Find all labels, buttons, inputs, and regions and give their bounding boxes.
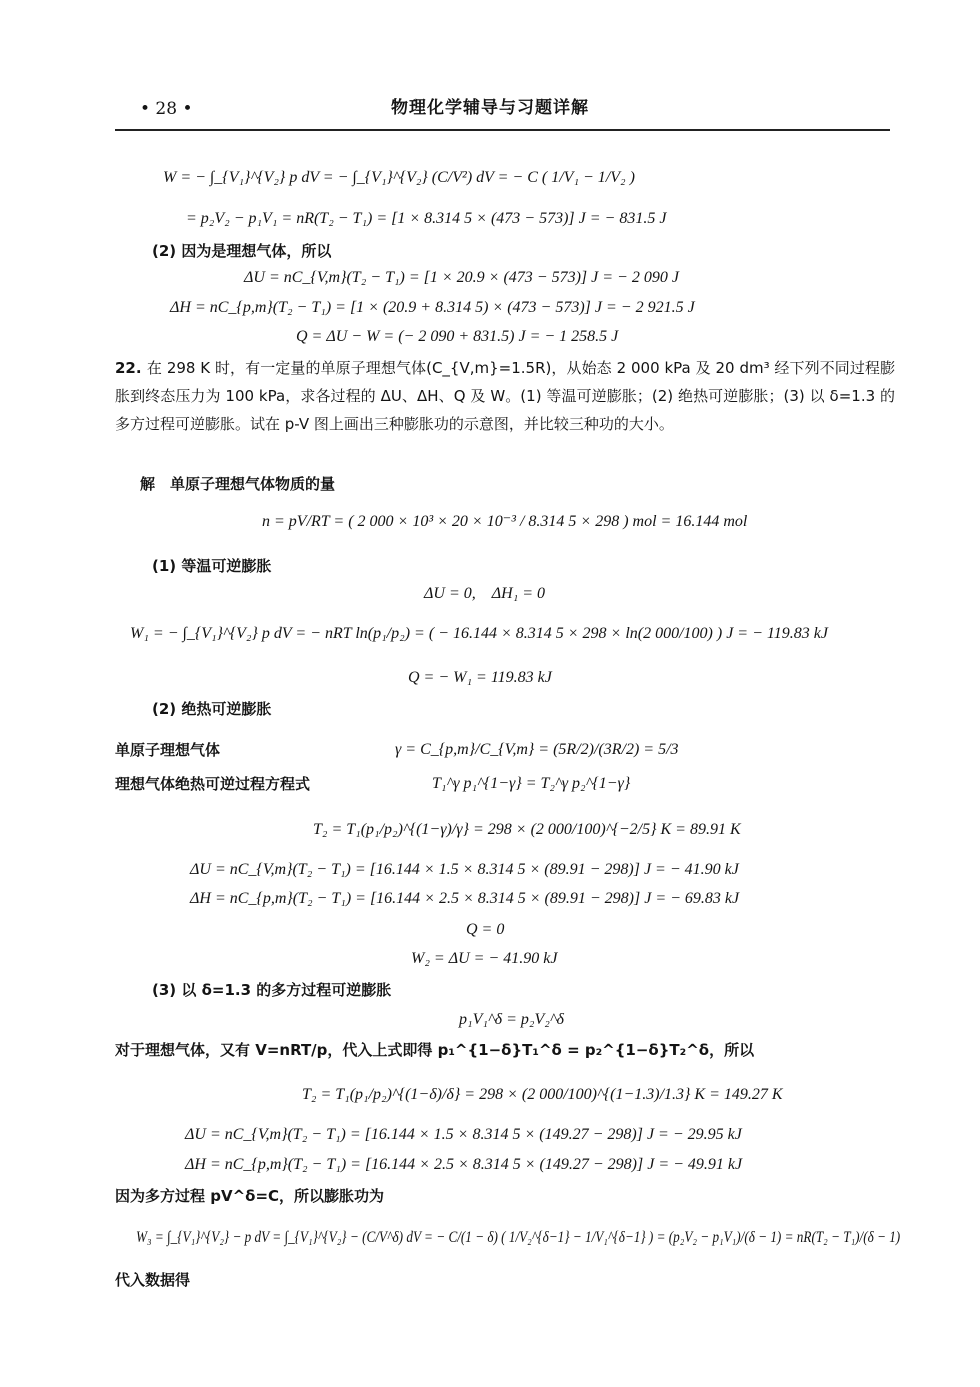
- text-line-l17: 理想气体绝热可逆过程方程式: [115, 775, 311, 793]
- text-line-l14: (2) 绝热可逆膨胀: [152, 700, 272, 718]
- text-line-l15: 单原子理想气体: [115, 741, 221, 759]
- equation-line-l22: Q = 0: [466, 921, 505, 938]
- equation-line-l29: ΔH = nC_{p,m}(T₂ − T₁) = [16.144 × 2.5 × 8.314 5 × (149.27 − 298)] J = − 49.91 kJ: [185, 1156, 743, 1173]
- equation-line-l20: ΔU = nC_{V,m}(T₂ − T₁) = [16.144 × 1.5 × 8.314 5 × (89.91 − 298)] J = − 41.90 kJ: [190, 861, 739, 878]
- equation-line-l31: W₃ = ∫_{V₁}^{V₂} − p dV = ∫_{V₁}^{V₂} − (C/V^δ) dV = − C/(1 − δ) ( 1/V₂^{δ−1} − 1/V₁^{δ−1} ) = (p₂V₂ − p₁V₁)/(δ − 1) = nR(T₂ − T₁)/(δ − 1): [136, 1229, 901, 1246]
- equation-line-l11: ΔU = 0, ΔH₁ = 0: [424, 585, 546, 602]
- equation-line-l19: T₂ = T₁(p₁/p₂)^{(1−γ)/γ} = 298 × (2 000/100)^{−2/5} K = 89.91 K: [313, 821, 741, 838]
- equation-line-l01: W = − ∫_{V₁}^{V₂} p dV = − ∫_{V₁}^{V₂} (C/V²) dV = − C ( 1/V₁ − 1/V₂ ): [163, 169, 635, 186]
- equation-line-l06: Q = ΔU − W = (− 2 090 + 831.5) J = − 1 258.5 J: [296, 328, 619, 345]
- problem-number: 22.: [115, 359, 142, 377]
- equation-line-l21: ΔH = nC_{p,m}(T₂ − T₁) = [16.144 × 2.5 × 8.314 5 × (89.91 − 298)] J = − 69.83 kJ: [190, 890, 740, 907]
- equation-line-l27: T₂ = T₁(p₁/p₂)^{(1−δ)/δ} = 298 × (2 000/100)^{(1−1.3)/1.3} K = 149.27 K: [302, 1086, 783, 1103]
- equation-line-l25: p₁V₁^δ = p₂V₂^δ: [459, 1011, 564, 1028]
- text-line-l10: (1) 等温可逆膨胀: [152, 557, 272, 575]
- text-line-l24: (3) 以 δ=1.3 的多方过程可逆膨胀: [152, 981, 392, 999]
- text-line-l08: 解 单原子理想气体物质的量: [140, 475, 336, 493]
- running-title: 物理化学辅导与习题详解: [391, 98, 589, 118]
- equation-line-l16: γ = C_{p,m}/C_{V,m} = (5R/2)/(3R/2) = 5/3: [395, 741, 679, 758]
- text-line-l03: (2) 因为是理想气体，所以: [152, 242, 332, 260]
- equation-line-l05: ΔH = nC_{p,m}(T₂ − T₁) = [1 × (20.9 + 8.314 5) × (473 − 573)] J = − 2 921.5 J: [170, 299, 695, 316]
- header-rule: [115, 129, 890, 131]
- equation-line-l12: W₁ = − ∫_{V₁}^{V₂} p dV = − nRT ln(p₁/p₂) = ( − 16.144 × 8.314 5 × 298 × ln(2 000/100) ) J = − 119.83 kJ: [130, 625, 828, 642]
- problem-22: [115, 354, 895, 438]
- text-line-l26: 对于理想气体，又有 V=nRT/p，代入上式即得 p₁^{1−δ}T₁^δ = p₂^{1−δ}T₂^δ，所以: [115, 1041, 755, 1059]
- text-line-l32: 代入数据得: [115, 1271, 191, 1289]
- equation-line-l02: = p₂V₂ − p₁V₁ = nR(T₂ − T₁) = [1 × 8.314 5 × (473 − 573)] J = − 831.5 J: [186, 210, 667, 227]
- text-line-l30: 因为多方过程 pV^δ=C，所以膨胀功为: [115, 1187, 385, 1205]
- equation-line-l13: Q = − W₁ = 119.83 kJ: [408, 669, 552, 686]
- equation-line-l04: ΔU = nC_{V,m}(T₂ − T₁) = [1 × 20.9 × (473 − 573)] J = − 2 090 J: [244, 269, 679, 286]
- equation-line-l28: ΔU = nC_{V,m}(T₂ − T₁) = [16.144 × 1.5 × 8.314 5 × (149.27 − 298)] J = − 29.95 kJ: [185, 1126, 742, 1143]
- equation-line-l09: n = pV/RT = ( 2 000 × 10³ × 20 × 10⁻³ / 8.314 5 × 298 ) mol = 16.144 mol: [262, 513, 748, 530]
- problem-text: 在 298 K 时，有一定量的单原子理想气体(C_{V,m}=1.5R)，从始态 2 000 kPa 及 20 dm³ 经下列不同过程膨胀到终态压力为 100 kPa，求各过程的 ΔU、ΔH、Q 及 W。(1) 等温可逆膨胀；(2) 绝热可逆膨胀；(3) 以 δ=1.3 的多方过程可逆膨胀。试在 p-V 图上画出三种膨胀功的示意图，并比较三种功的大小。: [115, 359, 895, 433]
- equation-line-l23: W₂ = ΔU = − 41.90 kJ: [411, 950, 558, 967]
- page-number: • 28 •: [140, 99, 193, 119]
- equation-line-l18: T₁^γ p₁^{1−γ} = T₂^γ p₂^{1−γ}: [432, 775, 631, 792]
